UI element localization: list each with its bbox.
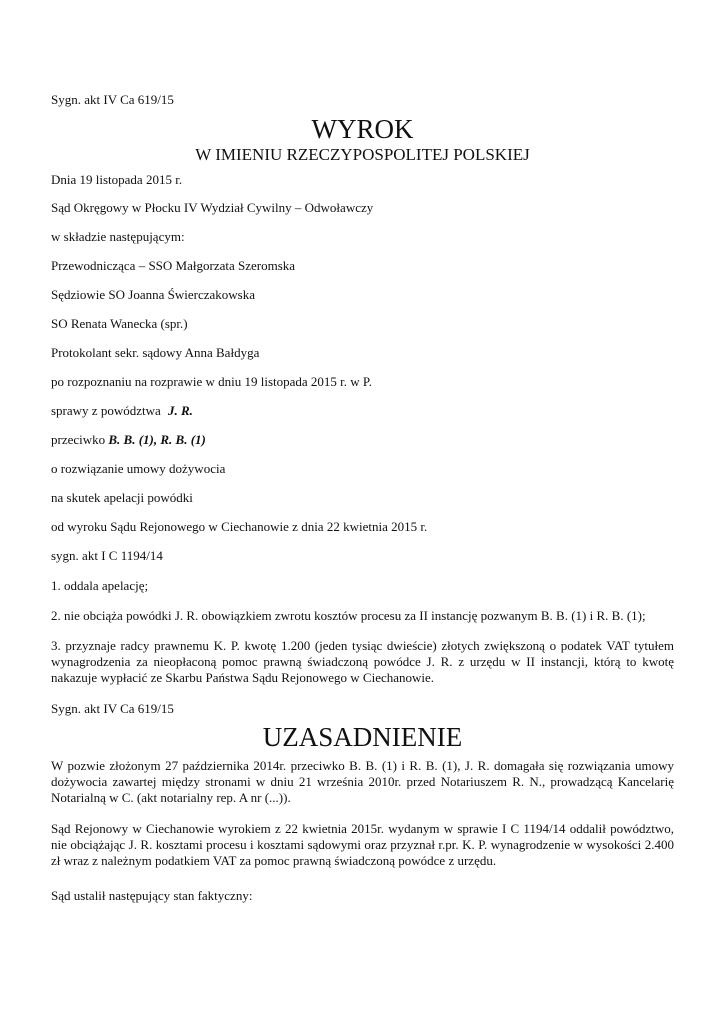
hearing-line: po rozpoznaniu na rozprawie w dniu 19 listopada 2015 r. w P. bbox=[51, 374, 372, 389]
against-prefix: przeciwko bbox=[51, 432, 109, 447]
judgment-date: Dnia 19 listopada 2015 r. bbox=[51, 172, 183, 187]
case-subject: o rozwiązanie umowy dożywocia bbox=[51, 461, 226, 476]
justification-heading: UZASADNIENIE bbox=[262, 722, 463, 752]
ruling-2: 2. nie obciąża powódki J. R. obowiązkiem zwrotu kosztów procesu za II instancję pozwanym B. B. (1) i R. B. (1); bbox=[51, 608, 646, 623]
justification-paragraph-2: Sąd Rejonowy w Ciechanowie wyrokiem z 22 kwietnia 2015r. wydanym w sprawie I C 1194/14 oddalił powództwo, nie obciążając J. R. kosztami procesu i kosztami sądowymi oraz przyznał r.pr. K. P. wynagrodzenie w wysokości 2.400 zł wraz z należnym podatkiem VAT za pomoc prawną świadczoną powódce z urzędu. bbox=[51, 821, 674, 868]
lower-court-signature: sygn. akt I C 1194/14 bbox=[51, 548, 163, 563]
second-judge: SO Renata Wanecka (spr.) bbox=[51, 316, 188, 331]
justification-paragraph-3: Sąd ustalił następujący stan faktyczny: bbox=[51, 888, 253, 903]
court-name: Sąd Okręgowy w Płocku IV Wydział Cywilny – Odwoławczy bbox=[51, 200, 374, 215]
document-title: WYROK bbox=[311, 114, 414, 144]
appeal-line: na skutek apelacji powódki bbox=[51, 490, 193, 505]
composition-intro: w składzie następującym: bbox=[51, 229, 185, 244]
presiding-judge: Przewodnicząca – SSO Małgorzata Szeromska bbox=[51, 258, 296, 273]
defendants-names: B. B. (1), R. B. (1) bbox=[108, 432, 206, 447]
document-subtitle: W IMIENIU RZECZYPOSPOLITEJ POLSKIEJ bbox=[195, 145, 530, 164]
ruling-3: 3. przyznaje radcy prawnemu K. P. kwotę 1.200 (jeden tysiąc dwieście) złotych zwiększoną o podatek VAT tytułem wynagrodzenia za nieopłaconą pomoc prawną świadczoną powódce J. R. z urzędu w II instancji, którą to kwotę nakazuje wypłacić ze Skarbu Państwa Sądu Rejonowego w Ciechanowie. bbox=[51, 638, 674, 685]
case-parties-line bbox=[51, 403, 193, 419]
defendants-line bbox=[51, 432, 206, 448]
court-clerk: Protokolant sekr. sądowy Anna Bałdyga bbox=[51, 345, 260, 360]
justification-paragraph-1: W pozwie złożonym 27 października 2014r. przeciwko B. B. (1) i R. B. (1), J. R. domagała się rozwiązania umowy dożywocia zawartej między stronami w dniu 21 września 2010r. przed Notariuszem R. N., prowadzącą Kancelarię Notarialną w C. (akt notarialny rep. A nr (...)). bbox=[51, 758, 674, 805]
lower-court-judgment: od wyroku Sądu Rejonowego w Ciechanowie z dnia 22 kwietnia 2015 r. bbox=[51, 519, 428, 534]
ruling-1: 1. oddala apelację; bbox=[51, 578, 149, 593]
justification-signature: Sygn. akt IV Ca 619/15 bbox=[51, 701, 174, 716]
case-signature: Sygn. akt IV Ca 619/15 bbox=[51, 92, 174, 107]
plaintiff-name: J. R. bbox=[168, 403, 193, 418]
judges-line: Sędziowie SO Joanna Świerczakowska bbox=[51, 287, 255, 302]
case-prefix: sprawy z powództwa bbox=[51, 403, 164, 418]
